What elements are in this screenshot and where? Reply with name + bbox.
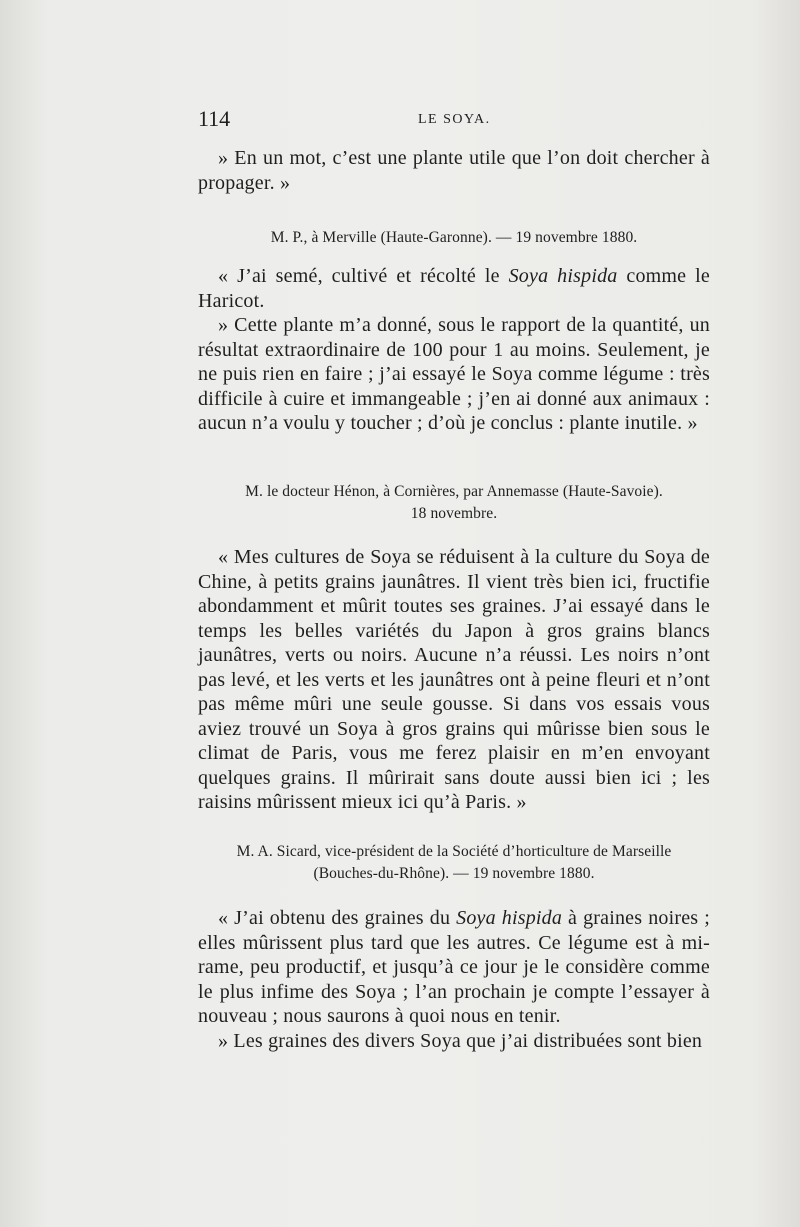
source-sicard-line2: (Bouches-du-Rhône). — 19 novembre 1880.	[313, 865, 595, 882]
text-block-sicard	[198, 906, 710, 1053]
running-head: LE SOYA.	[418, 112, 491, 127]
paragraph-cultures: « Mes cultures de Soya se réduisent à la culture du Soya de Chine, à petits grains jaunâtres. Il vient très bien ici, fructifie abondamment et mûrit toutes ses graines. J’ai essayé dans le temps les belles variétés du Japon à gros grains blancs jaunâtres, verts ou noirs. Aucune n’a réussi. Les noirs n’ont pas levé, et les verts et les jaunâtres ont à peine fleuri et n’ont pas même mûri une seule gousse. Si dans vos essais vous aviez trouvé un Soya à gros grains qui mûrisse bien sous le climat de Paris, vous me ferez plaisir en m’en envoyant quelques grains. Il mûrirait sans doute aussi bien ici ; les raisins mûrissent mieux ici qu’à Paris. »	[198, 546, 710, 813]
source-henon-line1: M. le docteur Hénon, à Cornières, par Annemasse (Haute-Savoie).	[245, 483, 663, 500]
paragraph-resultat: » Cette plante m’a donné, sous le rapport de la quantité, un résultat extraordinaire de 100 pour 1 au moins. Seulement, je ne puis rien en faire ; j’ai essayé le Soya comme légume : très difficile à cuire et immangeable ; j’en ai donné aux animaux : aucun n’a voulu y toucher ; d’où je conclus : plante inutile. »	[198, 314, 710, 434]
source-block-henon	[198, 481, 710, 525]
page-header	[198, 106, 710, 136]
page-number: 114	[198, 106, 231, 131]
source-merville: M. P., à Merville (Haute-Garonne). — 19 novembre 1880.	[270, 229, 638, 246]
text-run: « J’ai semé, cultivé et récolté le	[218, 265, 509, 287]
source-block-merville	[198, 227, 710, 249]
source-sicard-line1: M. A. Sicard, vice-président de la Société d’horticulture de Marseille	[236, 843, 672, 860]
text-block-1	[198, 146, 710, 195]
text-block-merville	[198, 264, 710, 436]
text-run: comme le Haricot.	[198, 265, 710, 312]
paragraph-distribuees: » Les graines des divers Soya que j’ai distribuées sont bien	[218, 1029, 703, 1052]
paragraph-graines-noires	[198, 906, 710, 1029]
paragraph-propager: » En un mot, c’est une plante utile que l’on doit chercher à propager. »	[198, 147, 710, 194]
paragraph-seme	[198, 264, 710, 313]
source-henon-line2: 18 novembre.	[410, 505, 498, 522]
text-run: à graines noires ; elles mûrissent plus tard que les autres. Ce légume est à mi-rame, peu productif, et jusqu’à ce jour je le considère comme le plus infime des Soya ; l’an prochain je compte l’essayer à nouveau ; nous saurons à quoi nous en tenir.	[198, 907, 710, 1027]
text-block-henon	[198, 545, 710, 815]
species-name: Soya hispida	[456, 907, 563, 929]
species-name: Soya hispida	[508, 265, 618, 287]
text-run: « J’ai obtenu des graines du	[218, 907, 457, 929]
source-block-sicard	[198, 841, 710, 885]
